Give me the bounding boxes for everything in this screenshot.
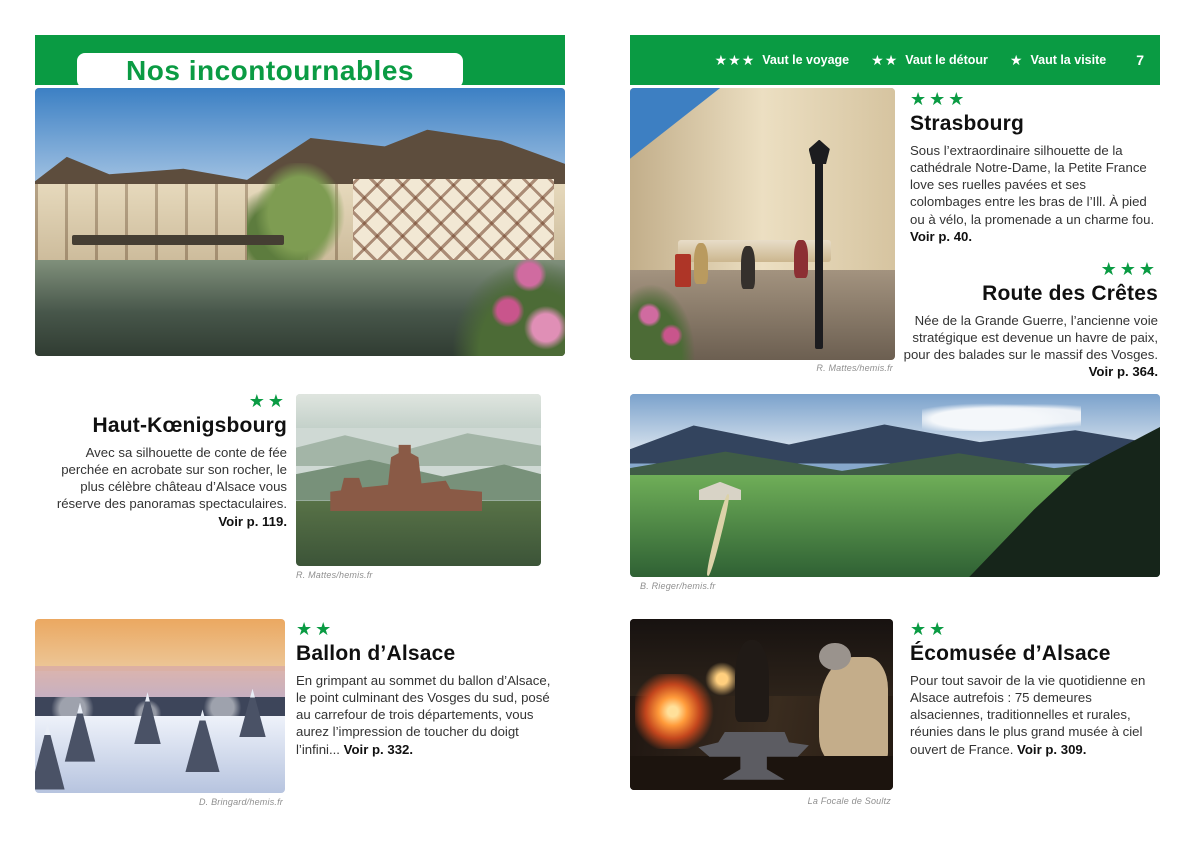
entry-body — [35, 444, 287, 530]
blacksmith — [819, 657, 887, 763]
entry-body — [898, 312, 1158, 381]
star-rating: ★★ — [248, 391, 287, 411]
sky — [296, 394, 541, 428]
entry-see-page: Voir p. 364. — [1088, 364, 1158, 380]
legend-label: Vaut la visite — [1030, 53, 1107, 67]
photo-strasbourg-street — [630, 88, 895, 360]
entry-body — [296, 672, 564, 758]
photo-vosges-valley — [630, 394, 1160, 577]
one-star-icon: ★ — [1009, 52, 1024, 68]
legend-label: Vaut le détour — [905, 53, 988, 67]
entry-title: Strasbourg — [910, 112, 1025, 135]
star-rating: ★★ — [910, 619, 949, 639]
pedestrian — [741, 246, 754, 290]
star-legend — [715, 52, 1160, 68]
left-header-bar — [35, 35, 565, 85]
photo-ballon-winter — [35, 619, 285, 793]
photo-petite-france — [35, 88, 565, 356]
clouds — [922, 401, 1081, 430]
photo-credit: R. Mattes/hemis.fr — [296, 570, 373, 580]
photo-credit: D. Bringard/hemis.fr — [198, 797, 283, 807]
two-stars-icon: ★★ — [871, 52, 899, 68]
flowers — [630, 278, 699, 360]
photo-haut-koenigsbourg — [296, 394, 541, 566]
bridge — [72, 235, 284, 244]
star-rating: ★★★ — [1100, 259, 1158, 279]
flowers — [438, 243, 565, 356]
entry-see-page: Voir p. 309. — [1017, 741, 1087, 757]
entry-body — [910, 672, 1162, 758]
entry-ballon-alsace — [296, 620, 564, 758]
entry-body-text: Sous l’extraordinaire silhouette de la cathédrale Notre-Dame, la Petite France love ses ruelles pavées et ses colombages entre les bras de l’Ill. À pied ou à vélo, la promenade a un charme fou. — [910, 143, 1155, 227]
sunset-sky — [35, 619, 285, 671]
entry-title: Écomusée d’Alsace — [910, 642, 1111, 665]
legend-item-detour — [871, 53, 988, 67]
entry-route-des-cretes — [898, 260, 1158, 381]
entry-title: Ballon d’Alsace — [296, 642, 456, 665]
legend-item-visite — [1010, 53, 1106, 67]
page-title-box — [77, 53, 463, 88]
entry-see-page: Voir p. 332. — [343, 741, 414, 757]
entry-see-page: Voir p. 40. — [910, 228, 973, 244]
lamppost — [815, 159, 823, 349]
legend-item-voyage — [715, 53, 850, 67]
photo-credit: R. Mattes/hemis.fr — [816, 363, 893, 373]
pedestrian — [794, 240, 807, 278]
entry-body-text: Pour tout savoir de la vie quotidienne en Alsace autrefois : 75 demeures alsaciennes, traditionnelles et rurales, réunies dans le plus grand musée à ciel ouvert de France. — [910, 673, 1146, 757]
photo-ecomusee-forge — [630, 619, 893, 790]
entry-body-text: En grimpant au sommet du ballon d’Alsace, le point culminant des Vosges du sud, posé au carrefour de trois départements, vous aurez l’impression de toucher du doigt l’infini... — [296, 673, 551, 757]
star-rating: ★★ — [296, 619, 335, 639]
page-number: 7 — [1136, 52, 1144, 68]
entry-haut-koenigsbourg — [35, 392, 287, 530]
photo-credit: B. Rieger/hemis.fr — [640, 581, 716, 591]
photo-credit: La Focale de Soultz — [807, 796, 891, 806]
entry-see-page: Voir p. 119. — [218, 513, 287, 529]
blacksmith — [735, 640, 769, 722]
entry-body-text: Avec sa silhouette de conte de fée perchée en acrobate sur son rocher, le plus célèbre château d’Alsace vous réserve des panoramas spectaculaires. — [56, 445, 287, 512]
entry-title: Route des Crêtes — [982, 282, 1158, 305]
three-stars-icon: ★★★ — [714, 52, 756, 68]
star-rating: ★★★ — [910, 89, 968, 109]
entry-ecomusee — [910, 620, 1162, 758]
right-header-bar — [630, 35, 1160, 85]
entry-title: Haut-Kœnigsbourg — [92, 414, 287, 437]
blacksmith-head — [819, 643, 851, 670]
entry-body — [910, 142, 1160, 245]
page-title: Nos incontournables — [126, 54, 414, 86]
entry-strasbourg — [910, 90, 1160, 245]
entry-body-text: Née de la Grande Guerre, l’ancienne voie stratégique est devenue un havre de paix, pour des balades sur le massif des Vosges. — [903, 313, 1158, 363]
legend-label: Vaut le voyage — [762, 53, 850, 67]
